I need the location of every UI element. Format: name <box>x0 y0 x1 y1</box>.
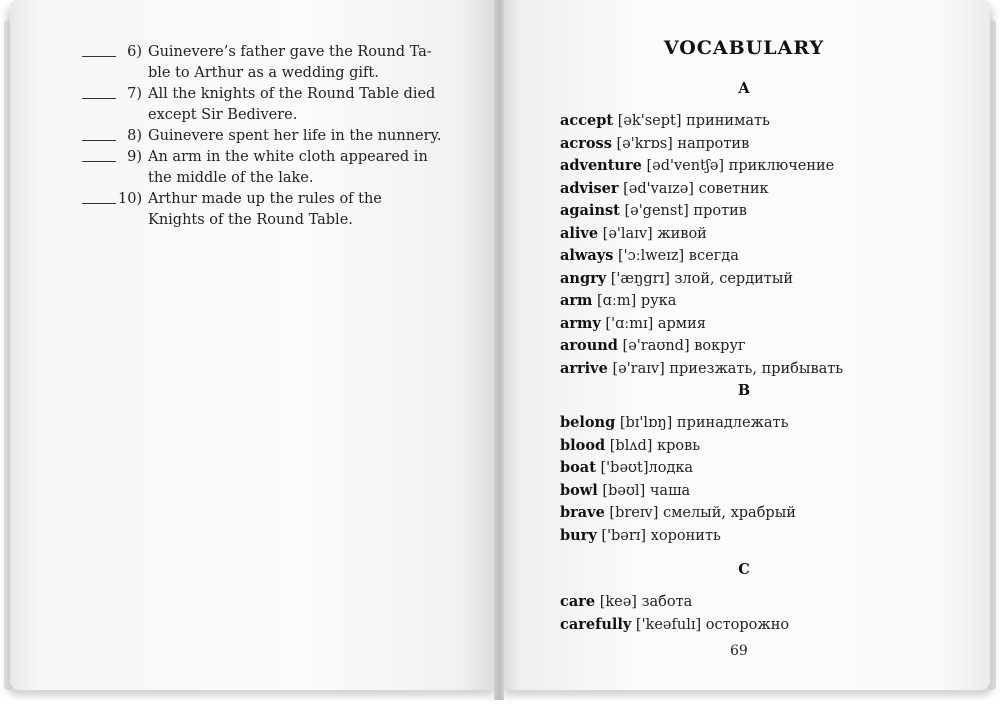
answer-blank <box>82 126 116 141</box>
question-item <box>82 84 452 126</box>
vocab-entry: brave [breɪv] смелый, храбрый <box>560 504 796 521</box>
vocab-section-c <box>560 591 940 636</box>
answer-blank <box>82 189 116 204</box>
vocab-entry: arrive [ə'raɪv] приезжать, прибывать <box>560 359 844 377</box>
question-item <box>82 189 452 231</box>
vocab-entry: belong [bɪ'lɒŋ] принадлежать <box>560 414 789 431</box>
vocab-section-b <box>560 412 940 547</box>
vocab-entry: across [ə'krɒs] напротив <box>560 134 750 152</box>
vocab-entry: always ['ɔːlweɪz] всегда <box>560 247 739 264</box>
section-letter-b: B <box>737 382 751 399</box>
question-number: 6) <box>127 44 142 60</box>
vocab-entry: angry ['æŋgrɪ] злой, сердитый <box>560 269 794 287</box>
vocab-entry: accept [ək'sept] принимать <box>560 112 770 129</box>
vocab-entry: arm [ɑːm] рука <box>560 292 677 309</box>
question-item <box>82 147 452 189</box>
vocab-entry: blood [blʌd] кровь <box>560 436 701 454</box>
vocab-entry: adventure [əd'ventʃə] приключение <box>560 157 835 174</box>
vocab-section-a <box>560 110 940 380</box>
vocab-entry: around [ə'raʊnd] вокруг <box>560 337 746 354</box>
answer-blank <box>82 42 116 57</box>
book-spine <box>494 0 504 700</box>
question-number: 9) <box>127 149 142 165</box>
question-text: Guinevere’s father gave the Round Ta- ble to Arthur as a wedding gift. <box>148 44 432 81</box>
question-item <box>82 126 452 147</box>
section-letter-a: A <box>738 80 750 97</box>
question-text: All the knights of the Round Table died except Sir Bedivere. <box>148 86 436 123</box>
vocab-entry: care [keə] забота <box>560 593 693 610</box>
question-number: 8) <box>127 128 142 144</box>
section-letter-c: C <box>738 561 750 578</box>
question-text: Arthur made up the rules of the Knights of the Round Table. <box>148 191 382 228</box>
vocab-entry: bury ['bərɪ] хоронить <box>560 526 721 544</box>
question-item <box>82 42 452 84</box>
question-number: 10) <box>118 191 143 207</box>
vocab-entry: boat ['bəʊt]лодка <box>560 459 694 476</box>
question-list <box>82 42 452 231</box>
page-number: 69 <box>730 643 748 659</box>
vocabulary-title: VOCABULARY <box>663 37 825 59</box>
vocab-entry: army ['ɑːmɪ] армия <box>560 314 706 332</box>
answer-blank <box>82 147 116 162</box>
vocab-entry: adviser [əd'vaɪzə] советник <box>560 179 769 197</box>
question-text: An arm in the white cloth appeared in the middle of the lake. <box>148 149 428 186</box>
question-text: Guinevere spent her life in the nunnery. <box>148 128 442 144</box>
vocab-entry: against [ə'genst] против <box>560 202 747 219</box>
vocab-entry: bowl [bəʊl] чаша <box>560 481 691 499</box>
vocab-entry: alive [ə'laɪv] живой <box>560 224 707 242</box>
answer-blank <box>82 84 116 99</box>
vocab-entry: carefully ['keəfulɪ] осторожно <box>560 615 790 633</box>
question-number: 7) <box>127 86 142 102</box>
